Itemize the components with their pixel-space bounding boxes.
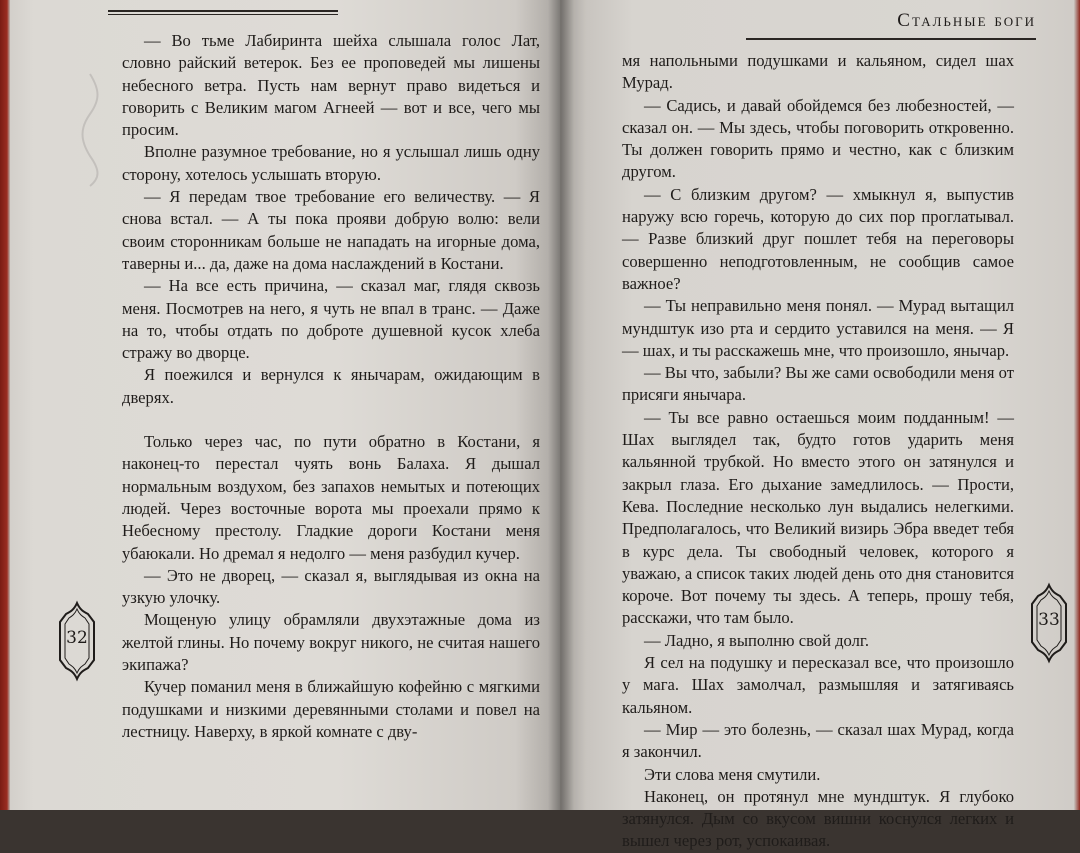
paragraph: Мощеную улицу обрамляли двухэтажные дома из желтой глины. Но почему вокруг никого, не считая нашего экипажа? <box>122 610 540 675</box>
paragraph: — Ты неправильно меня понял. — Мурад вытащил мундштук изо рта и сердито уставился на меня. — Я — шах, и ты расскажешь мне, что произошло, янычар. <box>622 296 1014 360</box>
paragraph: Я сел на подушку и пересказал все, что произошло у мага. Шах замолчал, размышляя и затягиваясь кальяном. <box>622 653 1014 717</box>
paragraph: — Во тьме Лабиринта шейха слышала голос Лат, словно райский ветерок. Без ее проповедей мы лишены небесного ветра. Пусть нам вернут право видеться и говорить с Великим магом Агнеей — вот и все, чего мы просим. <box>122 31 540 140</box>
left-header-rule <box>108 10 338 12</box>
paragraph: — Ты все равно остаешься моим подданным! — Шах выглядел так, будто готов ударить меня кальянной трубкой. Но вместо этого он затянулся и закрыл глаза. Его дыхание замедлилось. — Прости, Кева. Последние несколько лун выдались нелегкими. Предполагалось, что Великий визирь Эбра введет тебя в курс дела. Ты свободный человек, которого я уважаю, а список таких людей день ото дня становится короче. Вот почему ты здесь. А теперь, прошу тебя, расскажи, что там было. <box>622 407 1014 628</box>
paragraph: Я поежился и вернулся к янычарам, ожидающим в дверях. <box>122 365 540 407</box>
running-header <box>746 4 1036 44</box>
right-page-text <box>622 50 1014 853</box>
page-number-badge-left <box>54 600 100 682</box>
paragraph: Наконец, он протянул мне мундштук. Я глубоко затянулся. Дым со вкусом вишни коснулся легких и вышел через рот, успокаивая. <box>622 786 1014 851</box>
page-number: 32 <box>66 628 88 648</box>
right-cover-edge <box>1074 0 1080 810</box>
page-number-badge-right <box>1026 582 1072 664</box>
paragraph: — С близким другом? — хмыкнул я, выпустив наружу всю горечь, которую до сих пор проглатывал. — Разве близкий друг пошлет тебя на переговоры совершенно неподготовленным, не сообщив самое важное? <box>622 184 1014 293</box>
page-number: 33 <box>1038 610 1060 630</box>
paragraph: — Ладно, я выполню свой долг. <box>644 630 870 650</box>
running-header-title: Стальные боги <box>897 10 1036 31</box>
paragraph: — Садись, и давай обойдемся без любезностей, — сказал он. — Мы здесь, чтобы поговорить откровенно. Ты должен говорить прямо и честно, как с близким другом. <box>622 95 1014 182</box>
left-cover-edge <box>0 0 10 810</box>
paragraph: Эти слова меня смутили. <box>644 764 821 784</box>
paragraph: — Я передам твое требование его величеству. — Я снова встал. — А ты пока прояви добрую волю: вели своим сторонникам больше не нападать на игорные дома, таверны и... да, даже на дома наслаждений в Костани. <box>122 187 540 273</box>
paragraph: мя напольными подушками и кальяном, сидел шах Мурад. <box>622 51 1014 93</box>
paragraph: — На все есть причина, — сказал маг, глядя сквозь меня. Посмотрев на него, я чуть не впал в транс. — Даже на то, чтобы отдать по доброте душевной кусок хлеба стражу во дворце. <box>122 276 540 363</box>
faded-ornament <box>70 70 110 190</box>
paragraph: Только через час, по пути обратно в Костани, я наконец-то перестал чуять вонь Балаха. Я дышал нормальным воздухом, без запахов немытых и потеющих людей. Через восточные ворота мы проехали прямо к Небесному престолу. Гладкие дороги Костани меня убаюкали. Но дремал я недолго — меня разбудил кучер. <box>122 432 540 563</box>
paragraph: Вполне разумное требование, но я услышал лишь одну сторону, хотелось услышать вторую. <box>122 142 540 184</box>
running-header-rule <box>746 38 1036 40</box>
paragraph: — Мир — это болезнь, — сказал шах Мурад, когда я закончил. <box>622 719 1014 762</box>
left-page-text <box>122 30 540 743</box>
paragraph: — Вы что, забыли? Вы же сами освободили меня от присяги янычара. <box>622 363 1014 405</box>
paragraph: — Это не дворец, — сказал я, выглядывая из окна на узкую улочку. <box>122 565 540 608</box>
paragraph: Кучер поманил меня в ближайшую кофейню с мягкими подушками и низкими деревянными столами и повел на лестницу. Наверху, в яркой комнате с дву- <box>122 677 540 741</box>
